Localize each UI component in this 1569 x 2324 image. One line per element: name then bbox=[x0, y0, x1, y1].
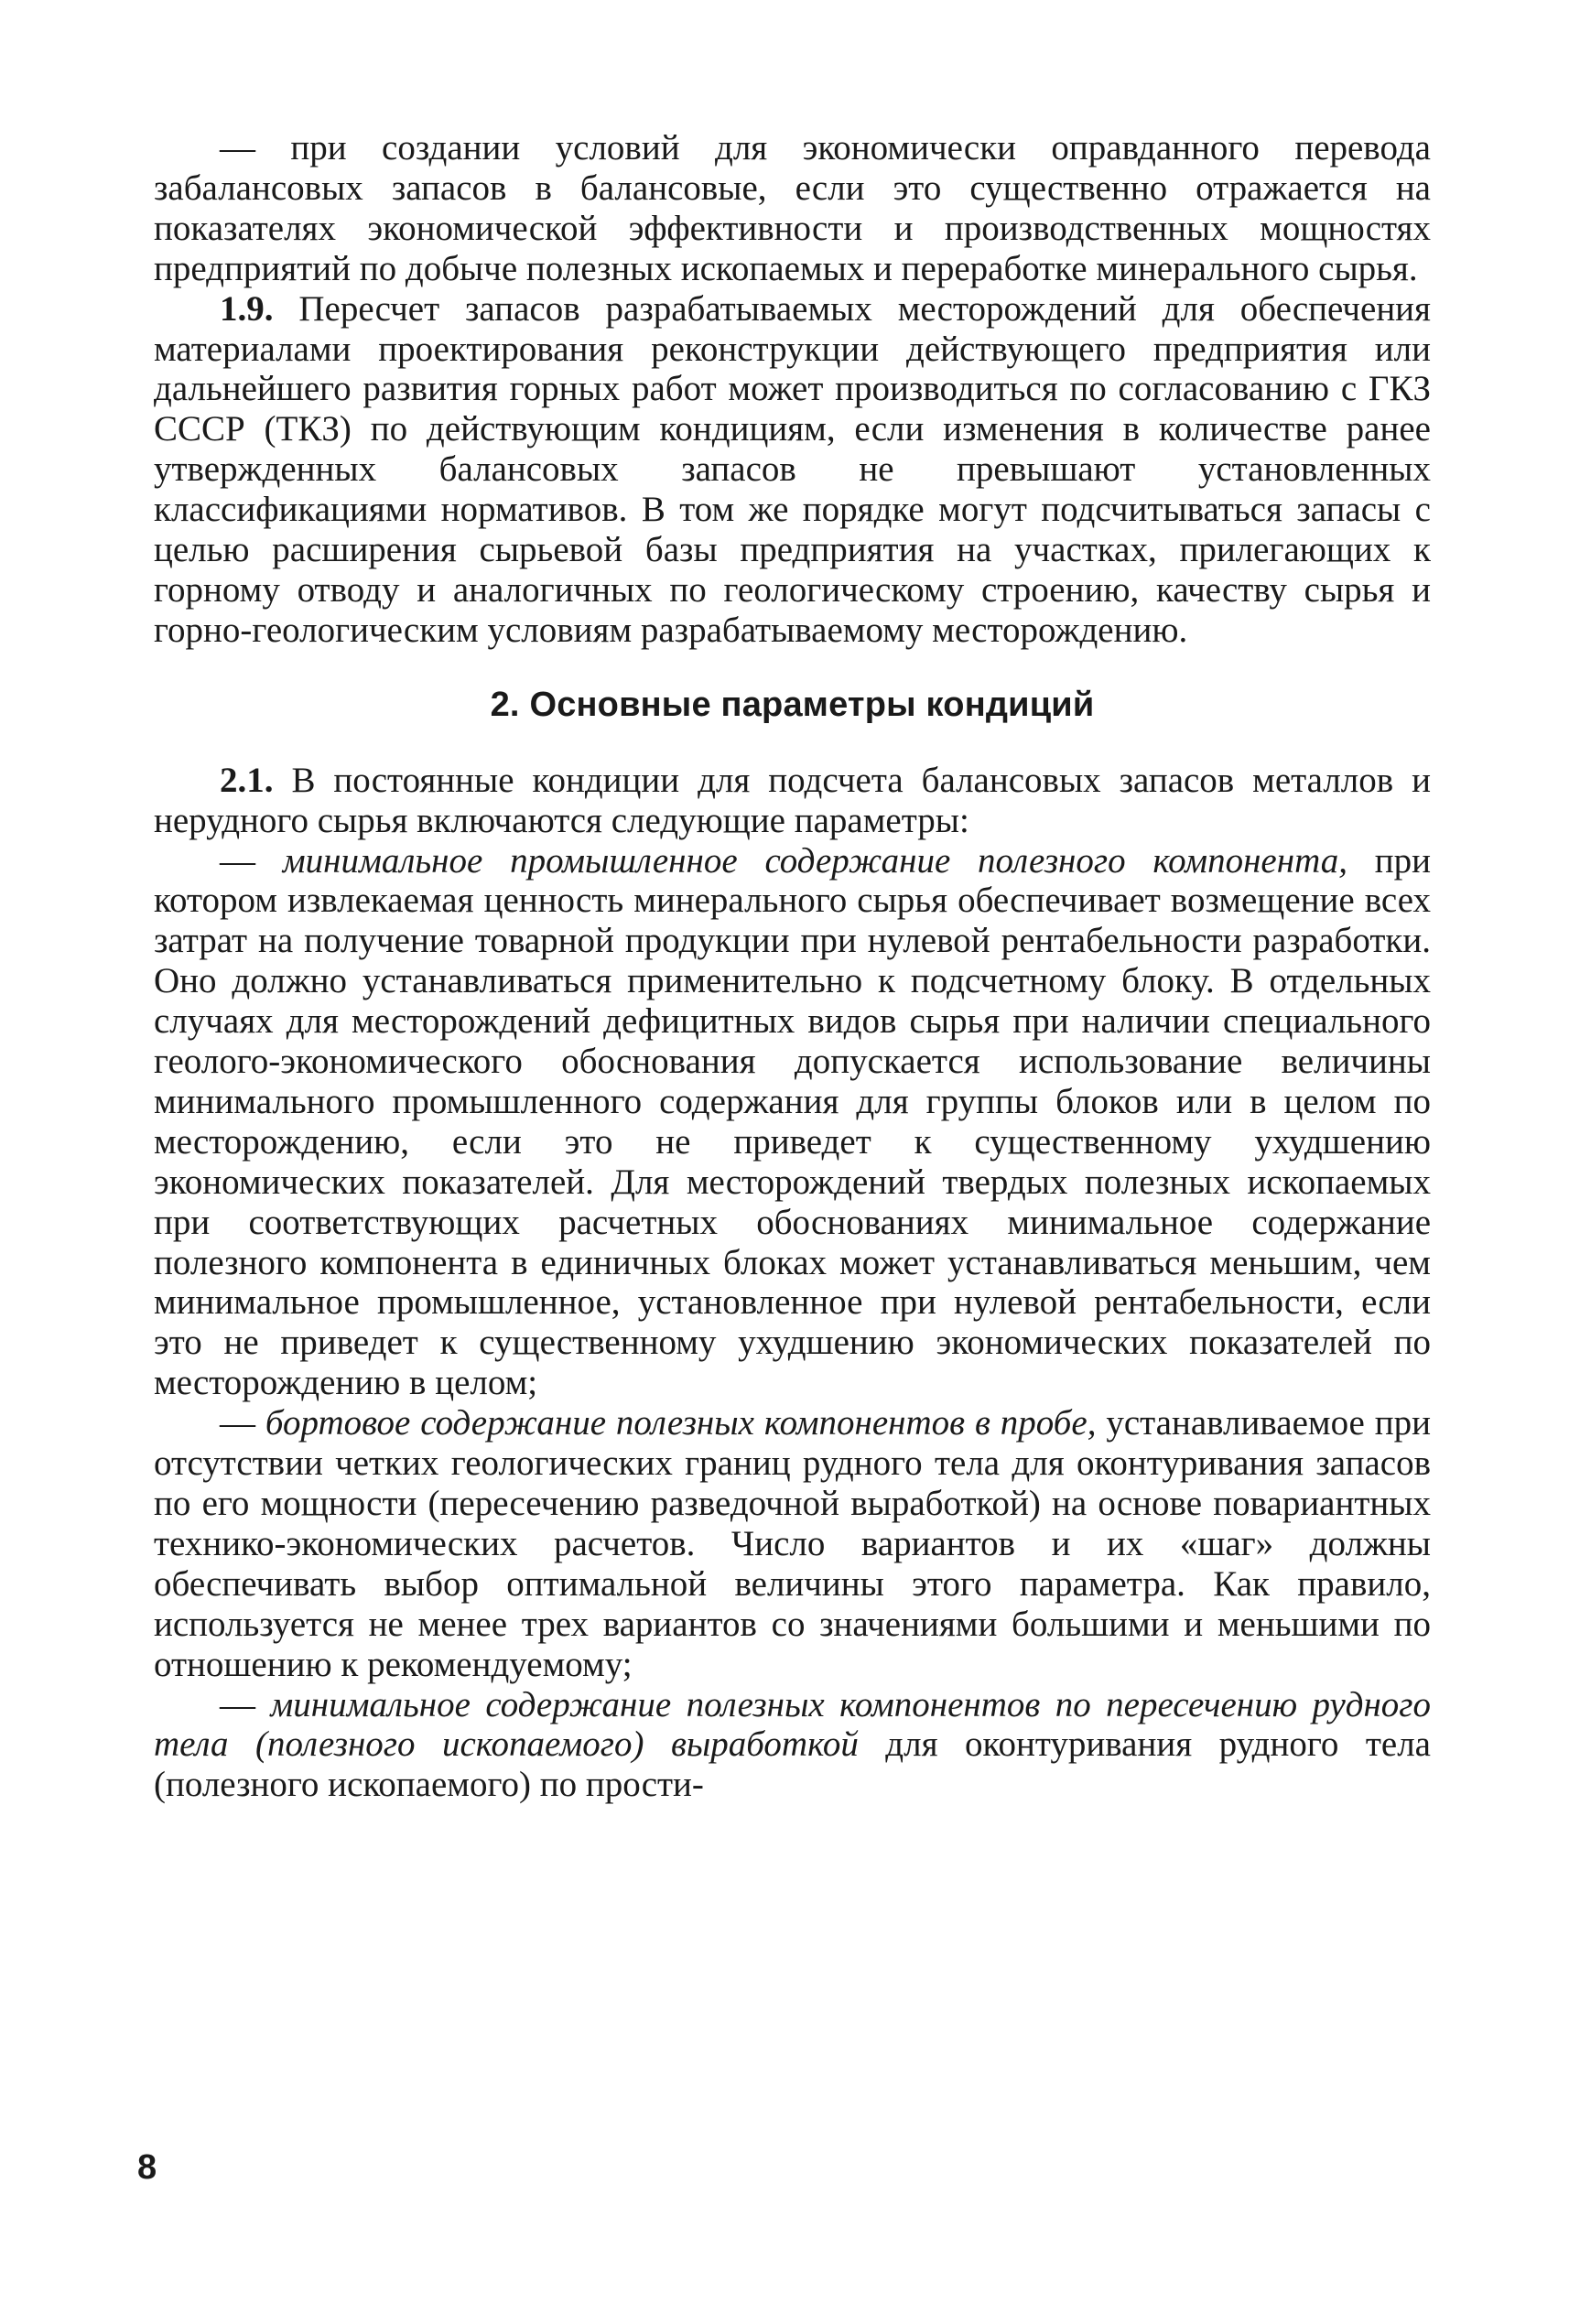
list-item-cutoff-grade bbox=[154, 1403, 1431, 1684]
item-text: при котором извлекаемая ценность минерального сырья обеспечивает возмещение всех затрат на получение товарной продукции при нулевой рентабельности разработки. Оно должно устанавливаться применительно к подсчетному блоку. В отдельных случаях для месторождений дефицитных видов сырья при наличии специального геолого-экономического обоснования допускается использование величины минимального промышленного содержания для группы блоков или в целом по месторождению, если это не приведет к существенному ухудшению экономических показателей. Для месторождений твердых полезных ископаемых при соответствующих расчетных обоснованиях минимальное содержание полезного компонента в единичных блоках может устанавливаться меньшим, чем минимальное промышленное, установленное при нулевой рентабельности, если это не приведет к существенному ухудшению экономических показателей по месторождению в целом; bbox=[154, 840, 1431, 1403]
page-number: 8 bbox=[137, 2148, 157, 2187]
clause-number: 2.1. bbox=[220, 760, 274, 800]
list-item-min-industrial-content bbox=[154, 841, 1431, 1404]
paragraph-text: Пересчет запасов разрабатываемых месторождений для обеспечения материалами проектирования реконструкции действующего предприятия или дальнейшего развития горных работ может производиться по согласованию с ГКЗ СССР (ТКЗ) по действующим кондициям, если изменения в количестве ранее утвержденных балансовых запасов не превышают установленных классификациями нормативов. В том же порядке могут подсчитываться запасы с целью расширения сырьевой базы предприятия на участках, прилегающих к горному отводу и аналогичных по геологическому строению, качеству сырья и горно-геологическим условиям разрабатываемому месторождению. bbox=[154, 288, 1431, 650]
list-item-min-content-intersection bbox=[154, 1685, 1431, 1806]
term-italic: минимальное содержание полезных компонентов по пересечению рудного тела (полезного ископаемого) выработкой bbox=[154, 1684, 1432, 1765]
paragraph-transfer-reserves bbox=[154, 128, 1431, 289]
item-text: устанавливаемое при отсутствии четких геологических границ рудного тела для оконтуривания запасов по его мощности (пересечению разведочной выработкой) на основе повариантных технико-экономических расчетов. Число вариантов и их «шаг» должны обеспечивать выбор оптимальной величины этого параметра. Как правило, используется не менее трех вариантов со значениями большими и меньшими по отношению к рекомендуемому; bbox=[154, 1403, 1431, 1684]
paragraph-text: — при создании условий для экономически оправданного перевода забалансовых запасов в балансовые, если это существенно отражается на показателях экономической эффективности и производственных мощностях предприятий по добыче полезных ископаемых и переработке минерального сырья. bbox=[154, 128, 1431, 288]
list-dash: — bbox=[220, 840, 283, 881]
clause-number: 1.9. bbox=[220, 288, 274, 329]
paragraph-1-9 bbox=[154, 289, 1431, 651]
list-dash: — bbox=[220, 1684, 271, 1724]
section-heading: 2. Основные параметры кондиций bbox=[490, 685, 1095, 724]
list-dash: — bbox=[220, 1403, 265, 1443]
term-italic: минимальное промышленное содержание полезного компонента, bbox=[282, 840, 1347, 881]
term-italic: бортовое содержание полезных компонентов в пробе, bbox=[265, 1403, 1097, 1443]
paragraph-2-1 bbox=[154, 761, 1431, 841]
page-body bbox=[154, 128, 1431, 1805]
item-text: для оконтуривания рудного тела (полезного ископаемого) по прости- bbox=[154, 1724, 1431, 1805]
paragraph-text: В постоянные кондиции для подсчета балансовых запасов металлов и нерудного сырья включаются следующие параметры: bbox=[154, 760, 1431, 840]
